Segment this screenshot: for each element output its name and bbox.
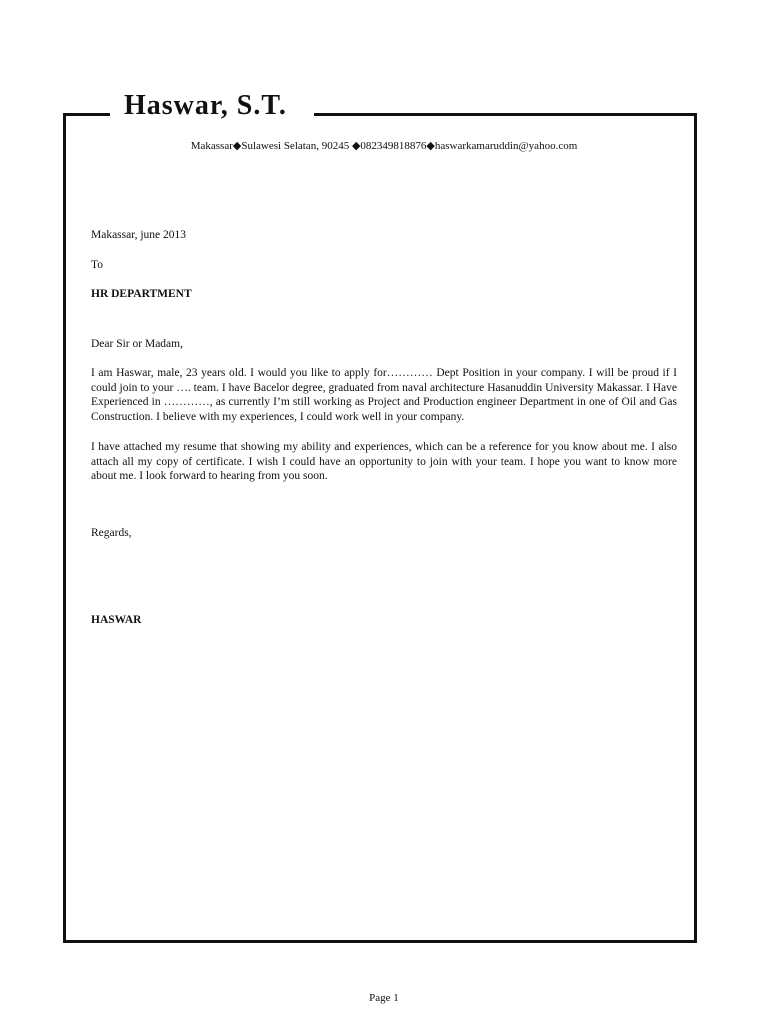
contact-line: Makassar◆Sulawesi Selatan, 90245 ◆082349818876◆haswarkamaruddin@yahoo.com xyxy=(190,140,578,152)
signature: HASWAR xyxy=(91,614,142,626)
recipient: HR DEPARTMENT xyxy=(91,288,192,300)
page-number: Page 1 xyxy=(369,992,399,1004)
salutation: Dear Sir or Madam, xyxy=(91,338,183,350)
paragraph-2: I have attached my resume that showing my ability and experiences, which can be a reference for you know about me. I also attach all my copy of certificate. I wish I could have an opportunity to join with your team. I hope you want to know more about me. I look forward to hearing from you soon. xyxy=(91,441,677,482)
to-label: To xyxy=(91,259,103,271)
closing: Regards, xyxy=(91,527,132,539)
name-heading: Haswar, S.T. xyxy=(124,90,287,121)
place-date: Makassar, june 2013 xyxy=(91,229,187,241)
paragraph-1: I am Haswar, male, 23 years old. I would you like to apply for………… Dept Position in your company. I will be proud if I could join to your …. team. I have Bacelor degree, graduated from naval architecture Hasanuddin University Makassar. I Have Experienced in …………, as currently I’m still working as Project and Production engineer Department in one of Oil and Gas Construction. I believe with my experiences, I could work well in your company. xyxy=(91,367,677,423)
